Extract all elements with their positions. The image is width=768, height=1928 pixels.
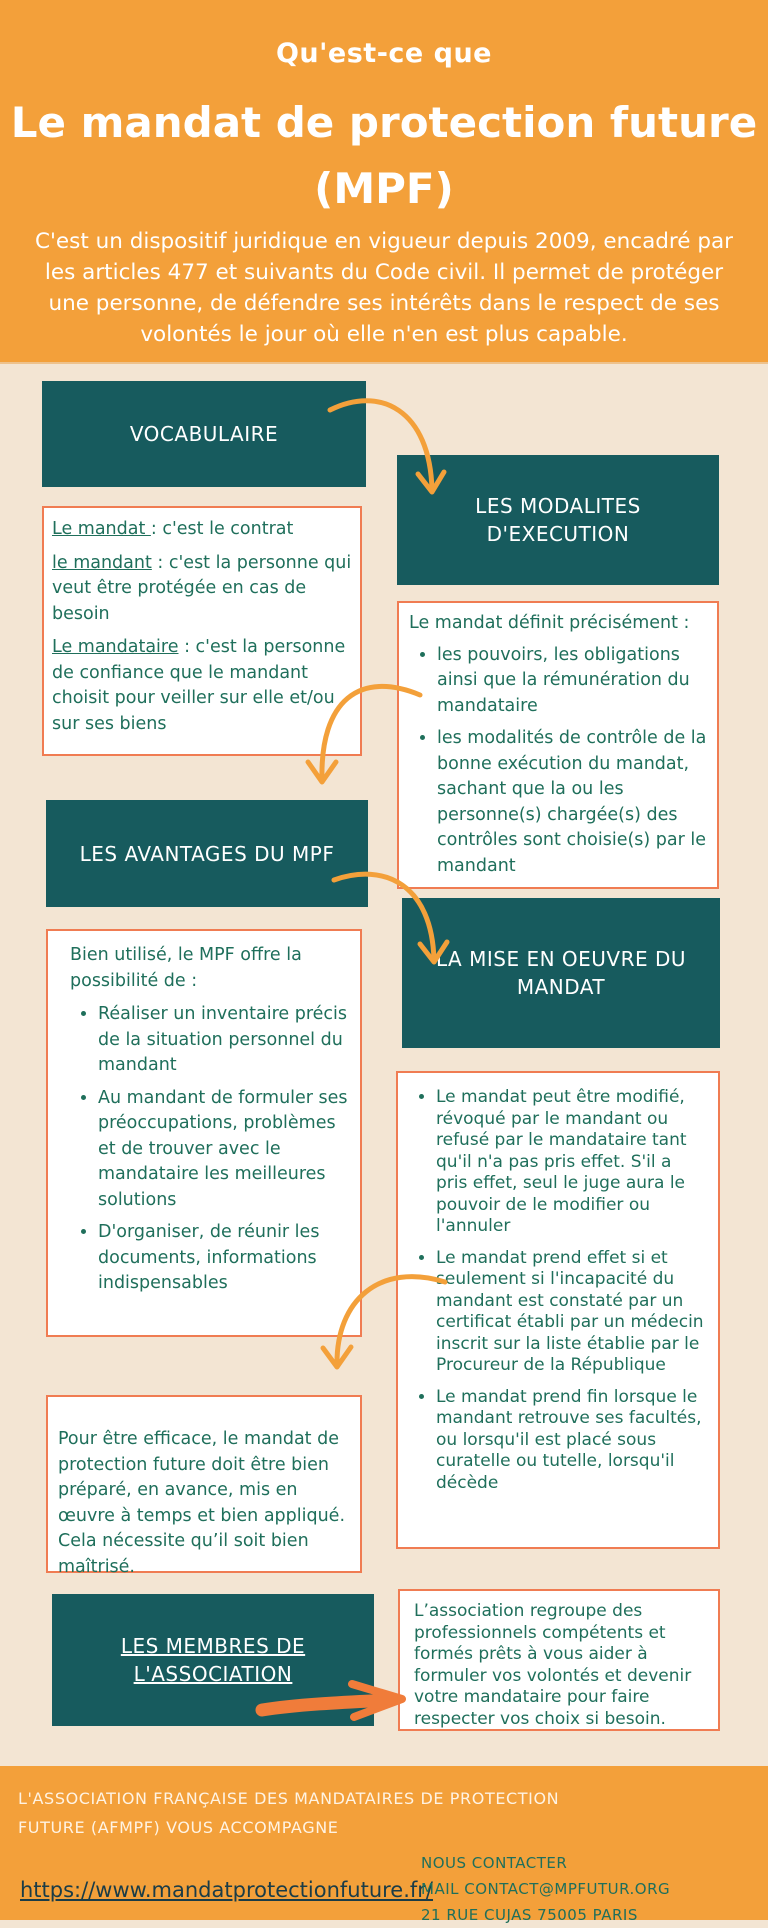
list-item: • Le mandat peut être modifié, révoqué par le mandant ou refusé par le mandataire tant qu'il n'a pas pris effet. S'il a pris effet, seul le juge aura le pouvoir de le modifier ou l'annuler (436, 1087, 708, 1238)
website-link[interactable]: https://www.mandatprotectionfuture.fr/ (20, 1878, 434, 1902)
right-arrow-icon (262, 1684, 402, 1717)
membres-text: L’association regroupe des professionnels compétents et formés prêts à vous aider à formuler vos volontés et devenir votre mandataire pour faire respecter vos choix si besoin. (414, 1601, 692, 1729)
curved-arrow-icon (322, 686, 420, 780)
list-item: • les modalités de contrôle de la bonne exécution du mandat, sachant que la ou les personne(s) chargée(s) des contrôles sont choisie(s) par le mandant (437, 726, 707, 879)
header-pretitle: Qu'est-ce que (275, 38, 492, 69)
modalites-title: LES MODALITES D'EXECUTION (475, 494, 641, 546)
list-item: • Le mandat prend effet si et seulement si l'incapacité du mandant est constaté par un certificat établi par un médecin inscrit sur la liste établie par le Procureur de la République (436, 1248, 708, 1377)
vocab-def: : c'est le contrat (150, 519, 294, 539)
contact-mail[interactable]: MAIL CONTACT@MPFUTUR.ORG (421, 1880, 671, 1898)
vocab-term: Le mandat (52, 519, 151, 539)
list-item: • les pouvoirs, les obligations ainsi que la rémunération du mandataire (437, 643, 707, 720)
avantages-title: LES AVANTAGES DU MPF (79, 841, 335, 866)
list-item: • Au mandant de formuler ses préoccupations, problèmes et de trouver avec le mandataire les meilleures solutions (98, 1086, 348, 1214)
curved-arrow-icon (330, 401, 432, 490)
footer-association: L'ASSOCIATION FRANÇAISE DES MANDATAIRES DE PROTECTION FUTURE (AFMPF) VOUS ACCOMPAGNE (18, 1789, 560, 1837)
vocabulaire-title: VOCABULAIRE (129, 422, 279, 446)
list-item: • D'organiser, de réunir les documents, informations indispensables (98, 1220, 348, 1297)
footer (0, 1766, 768, 1924)
mise-en-oeuvre-title: LA MISE EN OEUVRE DU MANDAT (435, 947, 687, 999)
list-item: • Le mandat prend fin lorsque le mandant retrouve ses facultés, ou lorsqu'il est placé sous curatelle ou tutelle, lorsqu'il décède (436, 1387, 708, 1495)
curved-arrow-icon (334, 874, 434, 960)
list-item: • Réaliser un inventaire précis de la situation personnel du mandant (98, 1002, 348, 1079)
curved-arrow-icon (337, 1277, 445, 1365)
contact-address: 21 RUE CUJAS 75005 PARIS (421, 1906, 638, 1924)
vocab-def: : c'est la personne de confiance que le mandant choisit pour veiller sur elle et/ou sur ses biens (52, 637, 346, 734)
avantages-intro: Bien utilisé, le MPF offre la possibilité de : (70, 945, 302, 991)
page-title: Le mandat de protection future (MPF) (10, 98, 758, 213)
membres-title: LES MEMBRES DE L'ASSOCIATION (120, 1634, 306, 1686)
vocab-term: Le mandataire (52, 637, 179, 657)
vocab-def: : c'est la personne qui veut être protégée en cas de besoin (52, 552, 352, 624)
contact-block (421, 1850, 670, 1928)
vocab-term: le mandant (52, 552, 152, 573)
header-description: C'est un dispositif juridique en vigueur depuis 2009, encadré par les articles 477 et suivants du Code civil. Il permet de protéger une personne, de défendre ses intérêts dans le respect de ses volontés le jour où elle n'en est plus capable. (35, 229, 733, 347)
efficace-text: Pour être efficace, le mandat de protection future doit être bien préparé, en avance, mis en œuvre à temps et bien appliqué. Cela nécessite qu’il soit bien maîtrisé. (58, 1429, 346, 1577)
modalites-intro: Le mandat définit précisément : (409, 613, 690, 633)
contact-title: NOUS CONTACTER (421, 1854, 568, 1872)
